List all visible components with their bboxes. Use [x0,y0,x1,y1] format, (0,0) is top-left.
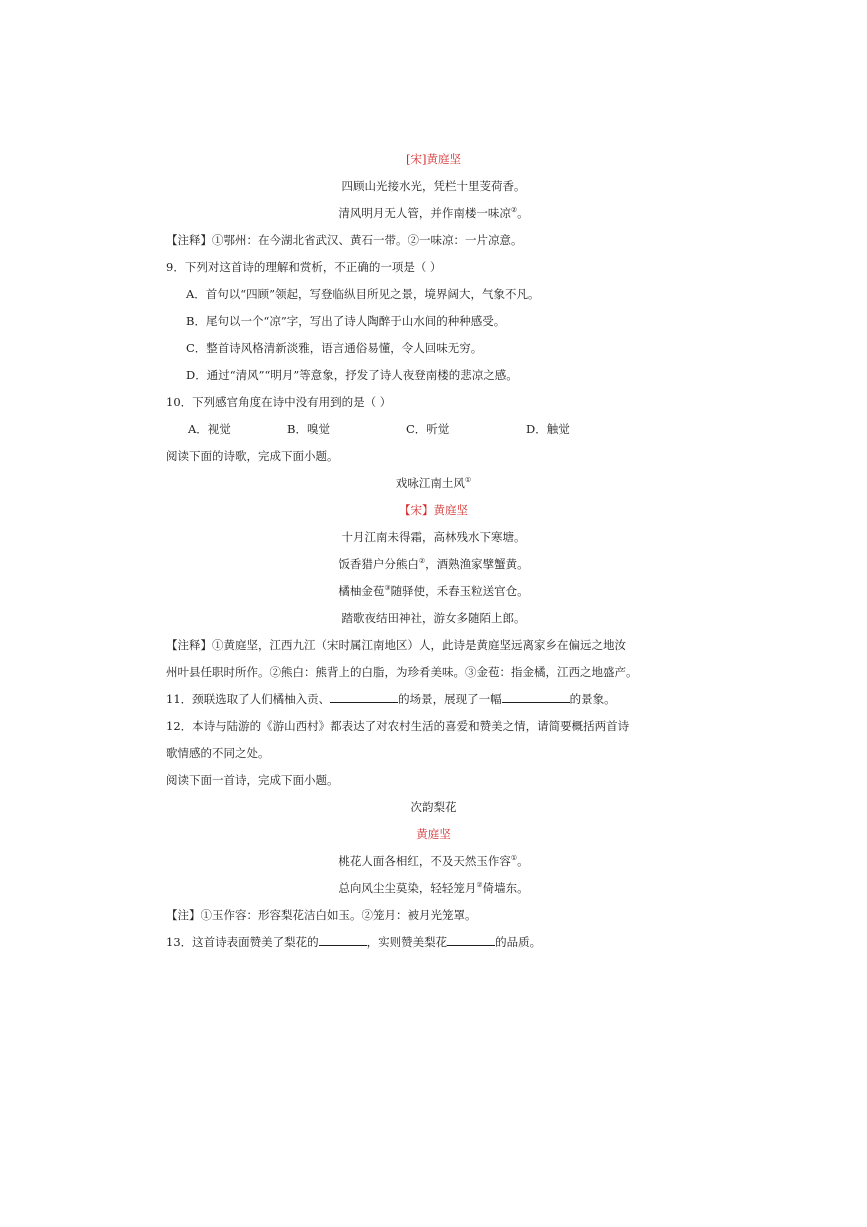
poem3-author: 黄庭坚 [416,827,451,841]
q9-option-b: B．尾句以一个“凉”字，写出了诗人陶醉于山水间的种种感受。 [186,314,506,328]
footnote-mark: ① [510,854,518,863]
poem1-line2: 清风明月无人管，并作南楼一味凉②。 [338,206,529,220]
poem2-line1: 十月江南未得霜，高林残水下寒塘。 [341,530,526,544]
footnote-mark: ② [510,206,518,215]
q12-line2: 歌情感的不同之处。 [166,746,270,760]
footnote-mark: ③ [384,584,391,593]
q12-line1: 12．本诗与陆游的《游山西村》都表达了对农村生活的喜爱和赞美之情，请简要概括两首诗 [166,719,630,733]
poem2-title: 戏咏江南土风① [395,476,472,490]
answer-blank[interactable] [319,936,367,946]
poem3-title: 次韵梨花 [410,800,457,814]
q10-option-c: C．听觉 [406,422,450,436]
q10-stem: 10．下列感官角度在诗中没有用到的是（ ） [166,395,392,409]
poem2-note-line2: 州叶县任职时所作。②熊白：熊背上的白脂，为珍肴美味。③金苞：指金橘，江西之地盛产。 [166,665,638,679]
intro-poem2: 阅读下面的诗歌，完成下面小题。 [166,449,339,463]
q13: 13．这首诗表面赞美了梨花的 ，实则赞美梨花 的品质。 [166,935,542,949]
poem1-line1: 四顾山光接水光，凭栏十里芰荷香。 [341,179,526,193]
poem1-note: 【注释】①鄂州：在今湖北省武汉、黄石一带。②一味凉：一片凉意。 [166,233,523,247]
q10-option-d: D．触觉 [526,422,570,436]
intro-poem3: 阅读下面一首诗，完成下面小题。 [166,773,339,787]
poem2-line2: 饭香猎户分熊白②，酒熟渔家擘蟹黄。 [338,557,529,571]
poem2-line3: 橘柚金苞③随驿使，禾舂玉粒送官仓。 [338,584,529,598]
footnote-mark: ② [476,881,483,890]
answer-blank[interactable] [330,693,398,703]
poem3-note: 【注】①玉作容：形容梨花洁白如玉。②笼月：被月光笼罩。 [166,908,477,922]
answer-blank[interactable] [447,936,495,946]
footnote-mark: ① [464,476,472,485]
poem3-line1: 桃花人面各相红，不及天然玉作容①。 [338,854,529,868]
answer-blank[interactable] [502,693,570,703]
poem3-line2: 总向风尘尘莫染，轻轻笼月②倚墙东。 [338,881,529,895]
q9-option-c: C．整首诗风格清新淡雅，语言通俗易懂，令人回味无穷。 [186,341,483,355]
q10-option-a: A．视觉 [188,422,231,436]
q9-option-d: D．通过“清风”“明月”等意象，抒发了诗人夜登南楼的悲凉之感。 [186,368,518,382]
q11: 11．颈联选取了人们橘柚入贡、 的场景，展现了一幅 的景象。 [166,692,616,706]
q9-stem: 9．下列对这首诗的理解和赏析，不正确的一项是（ ） [166,260,442,274]
poem2-author: 【宋】黄庭坚 [399,503,468,517]
footnote-mark: ② [418,557,426,566]
poem2-note-line1: 【注释】①黄庭坚，江西九江（宋时属江南地区）人，此诗是黄庭坚远离家乡在偏远之地汝 [166,638,626,652]
q9-option-a: A．首句以“四顾”领起，写登临纵目所见之景，境界阔大，气象不凡。 [186,287,540,301]
poem2-line4: 踏歌夜结田神社，游女多随陌上郎。 [341,611,526,625]
poem1-author: [宋]黄庭坚 [406,152,461,166]
q10-option-b: B．嗅觉 [287,422,330,436]
